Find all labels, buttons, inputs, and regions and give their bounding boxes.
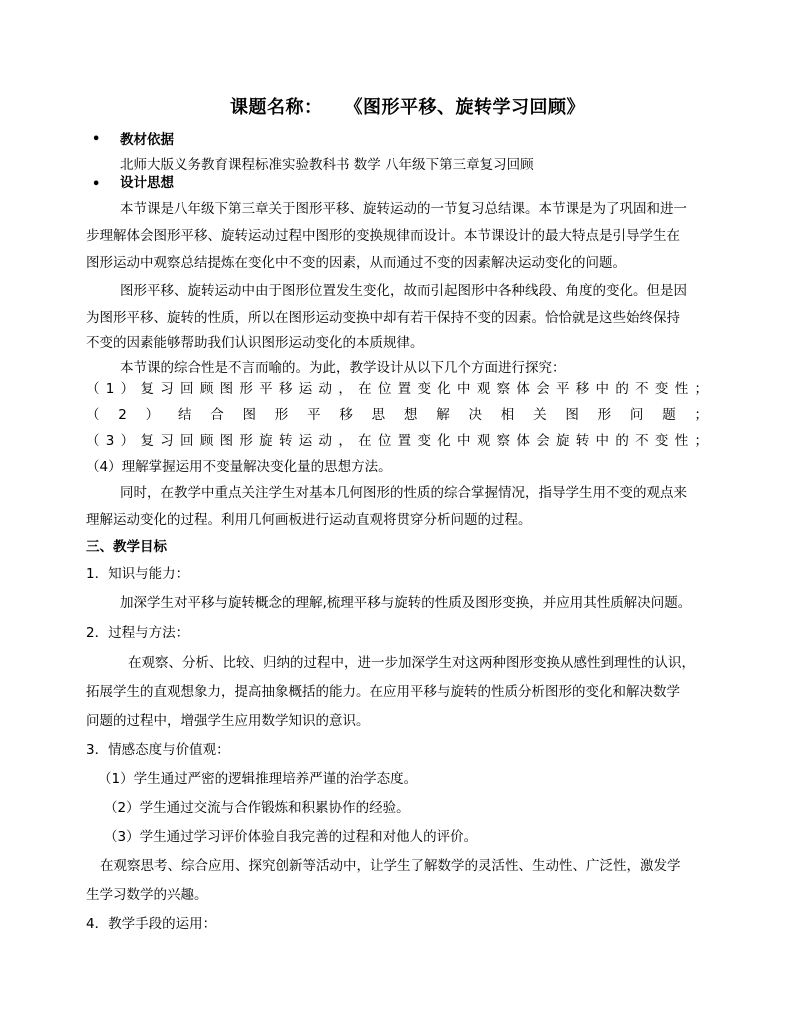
objective-process-line: 在观察、分析、比较、归纳的过程中，进一步加深学生对这两种图形变换从感性到理性的认识， bbox=[128, 655, 695, 671]
objective-process-line: 拓展学生的直观想象力，提高抽象概括的能力。在应用平移与旋转的性质分析图形的变化和解决数学 bbox=[86, 684, 680, 700]
bullet-icon: • bbox=[92, 177, 101, 192]
design-item: （3）复习回顾图形旋转运动，在位置变化中观察体会旋转中的不变性； bbox=[86, 433, 708, 449]
design-para4-line: 理解运动变化的过程。利用几何画板进行运动直观将贯穿分析问题的过程。 bbox=[86, 512, 532, 528]
section-heading-design: 设计思想 bbox=[120, 175, 174, 191]
objective-heading-attitude: 3．情感态度与价值观： bbox=[86, 742, 230, 758]
design-para3: 本节课的综合性是不言而喻的。为此，教学设计从以下几个方面进行探究： bbox=[120, 360, 566, 376]
design-para2-line: 为图形平移、旋转的性质，所以在图形运动变换中却有若干保持不变的因素。恰恰就是这些始终保持 bbox=[86, 310, 680, 326]
design-para1-line: 步理解体会图形平移、旋转运动过程中图形的变换规律而设计。本节课设计的最大特点是引导学生在 bbox=[86, 228, 680, 244]
attitude-item: （3）学生通过学习评价体验自我完善的过程和对他人的评价。 bbox=[104, 829, 478, 845]
design-para1-line: 图形运动中观察总结提炼在变化中不变的因素，从而通过不变的因素解决运动变化的问题。 bbox=[86, 255, 626, 271]
design-item: （2）结合图形平移思想解决相关图形问题； bbox=[86, 407, 708, 423]
bullet-icon: • bbox=[92, 132, 101, 147]
page-title bbox=[230, 93, 585, 119]
title-label: 课题名称： bbox=[230, 97, 323, 118]
objective-knowledge-text: 加深学生对平移与旋转概念的理解,梳理平移与旋转的性质及图形变换，并应用其性质解决问题。 bbox=[120, 595, 692, 611]
objective-process-line: 问题的过程中，增强学生应用数学知识的意识。 bbox=[86, 713, 370, 729]
section-heading-objectives: 三、教学目标 bbox=[86, 539, 167, 555]
design-para2-line: 不变的因素能够帮助我们认识图形运动变化的本质规律。 bbox=[86, 335, 424, 351]
title-name: 《图形平移、旋转学习回顾》 bbox=[344, 97, 585, 118]
objective-heading-means: 4．教学手段的运用： bbox=[86, 916, 217, 932]
objective-heading-knowledge: 1．知识与能力： bbox=[86, 566, 190, 582]
design-item: （1）复习回顾图形平移运动，在位置变化中观察体会平移中的不变性； bbox=[86, 381, 708, 397]
design-para1-line: 本节课是八年级下第三章关于图形平移、旋转运动的一节复习总结课。本节课是为了巩固和进一 bbox=[120, 201, 687, 217]
objective-heading-process: 2．过程与方法： bbox=[86, 625, 190, 641]
design-para4-line: 同时，在教学中重点关注学生对基本几何图形的性质的综合掌握情况，指导学生用不变的观点来 bbox=[120, 485, 687, 501]
basis-text: 北师大版义务教育课程标准实验教科书 数学 八年级下第三章复习回顾 bbox=[120, 157, 534, 173]
section-heading-basis: 教材依据 bbox=[120, 132, 174, 148]
attitude-line: 在观察思考、综合应用、探究创新等活动中，让学生了解数学的灵活性、生动性、广泛性，激发学 bbox=[100, 858, 681, 874]
attitude-item: （2）学生通过交流与合作锻炼和积累协作的经验。 bbox=[104, 800, 410, 816]
attitude-line: 生学习数学的兴趣。 bbox=[86, 887, 208, 903]
design-item: （4）理解掌握运用不变量解决变化量的思想方法。 bbox=[86, 459, 392, 475]
design-para2-line: 图形平移、旋转运动中由于图形位置发生变化，故而引起图形中各种线段、角度的变化。但是因 bbox=[120, 283, 687, 299]
attitude-item: （1）学生通过严密的逻辑推理培养严谨的治学态度。 bbox=[98, 771, 418, 787]
